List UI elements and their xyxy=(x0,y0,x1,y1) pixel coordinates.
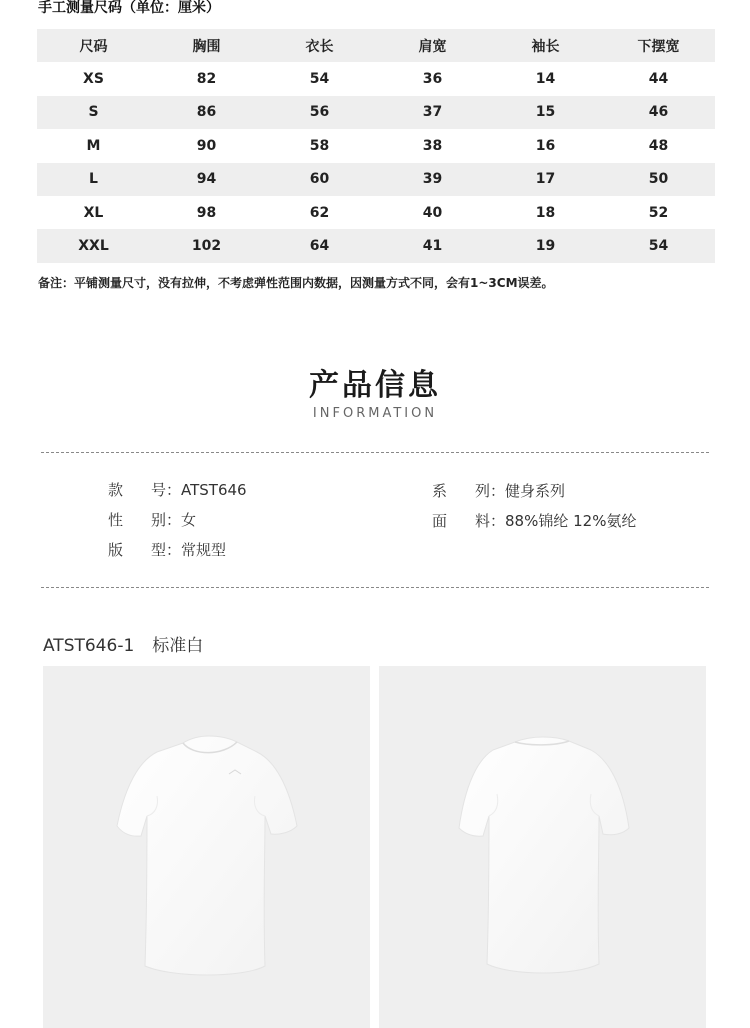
table-cell: 58 xyxy=(309,137,330,154)
table-cell: 56 xyxy=(263,96,376,129)
table-cell: 44 xyxy=(648,71,669,88)
table-cell: S xyxy=(37,96,150,129)
size-chart-title: 手工测量尺码（单位：厘米） xyxy=(38,0,220,16)
variant-label xyxy=(43,631,203,656)
attr-series xyxy=(432,481,565,501)
attr-label: 系 xyxy=(432,482,448,500)
attr-label: 性 xyxy=(108,511,124,529)
divider-bottom xyxy=(41,587,709,588)
white-tshirt-back-photo xyxy=(379,666,706,1028)
attr-label: 型： xyxy=(151,541,182,559)
col-header: 衣长 xyxy=(263,29,376,62)
table-cell: M xyxy=(86,137,101,154)
attr-value: ATST646 xyxy=(181,481,247,499)
attr-label: 款 xyxy=(108,481,124,499)
table-cell: 48 xyxy=(648,137,669,154)
table-cell: 94 xyxy=(150,163,263,196)
attr-style-no xyxy=(108,480,247,500)
table-cell: 46 xyxy=(602,96,715,129)
white-tshirt-front-photo xyxy=(43,666,370,1028)
table-cell: 14 xyxy=(535,71,556,88)
tshirt-front-icon xyxy=(43,666,370,1028)
attr-label: 料： xyxy=(475,512,506,530)
table-cell: XXL xyxy=(37,229,150,262)
table-cell: 19 xyxy=(489,229,602,262)
table-cell: 17 xyxy=(489,163,602,196)
table-header-row xyxy=(37,29,715,62)
table-cell: 60 xyxy=(263,163,376,196)
table-cell: 62 xyxy=(309,204,330,221)
table-row xyxy=(37,163,715,196)
table-cell: 82 xyxy=(196,71,217,88)
table-cell: 98 xyxy=(196,204,217,221)
attr-fit xyxy=(108,540,226,560)
attr-label: 版 xyxy=(108,541,124,559)
table-row xyxy=(37,96,715,129)
table-cell: 38 xyxy=(422,137,443,154)
table-cell: 54 xyxy=(602,229,715,262)
col-header: 胸围 xyxy=(150,29,263,62)
size-chart-table xyxy=(37,29,715,263)
attr-gender xyxy=(108,510,196,530)
table-row xyxy=(37,62,715,95)
table-cell: 40 xyxy=(422,204,443,221)
table-row xyxy=(37,129,715,162)
attr-label: 面 xyxy=(432,512,448,530)
table-row xyxy=(37,196,715,229)
table-cell: 102 xyxy=(150,229,263,262)
col-header: 袖长 xyxy=(489,29,602,62)
table-cell: XS xyxy=(83,71,104,88)
table-cell: 15 xyxy=(489,96,602,129)
table-cell: 18 xyxy=(535,204,556,221)
table-cell: 36 xyxy=(422,71,443,88)
table-cell: 50 xyxy=(602,163,715,196)
divider-top xyxy=(41,452,709,453)
col-header: 尺码 xyxy=(37,29,150,62)
col-header: 肩宽 xyxy=(376,29,489,62)
attr-material xyxy=(432,511,636,531)
table-cell: 86 xyxy=(150,96,263,129)
attr-label: 别： xyxy=(151,511,182,529)
attr-value: 常规型 xyxy=(181,541,227,559)
attr-value: 88%锦纶 12%氨纶 xyxy=(505,512,637,530)
variant-color-name: 标准白 xyxy=(152,636,204,656)
attr-label: 号： xyxy=(151,481,182,499)
table-cell: L xyxy=(37,163,150,196)
variant-code: ATST646-1 xyxy=(43,636,135,656)
table-cell: XL xyxy=(83,204,104,221)
product-info-subtitle: INFORMATION xyxy=(312,406,438,421)
table-cell: 64 xyxy=(263,229,376,262)
table-cell: 39 xyxy=(376,163,489,196)
col-header: 下摆宽 xyxy=(602,29,715,62)
table-cell: 37 xyxy=(376,96,489,129)
attr-value: 健身系列 xyxy=(505,482,566,500)
table-cell: 54 xyxy=(309,71,330,88)
table-cell: 52 xyxy=(648,204,669,221)
product-info-title: 产品信息 xyxy=(309,368,441,403)
table-row xyxy=(37,229,715,262)
table-cell: 16 xyxy=(535,137,556,154)
table-cell: 41 xyxy=(376,229,489,262)
table-cell: 90 xyxy=(196,137,217,154)
attr-value: 女 xyxy=(181,511,197,529)
tshirt-back-icon xyxy=(379,666,706,1028)
size-chart-note: 备注：平铺测量尺寸，没有拉伸，不考虑弹性范围内数据，因测量方式不同，会有1~3CM误差。 xyxy=(38,276,554,290)
attr-label: 列： xyxy=(475,482,506,500)
